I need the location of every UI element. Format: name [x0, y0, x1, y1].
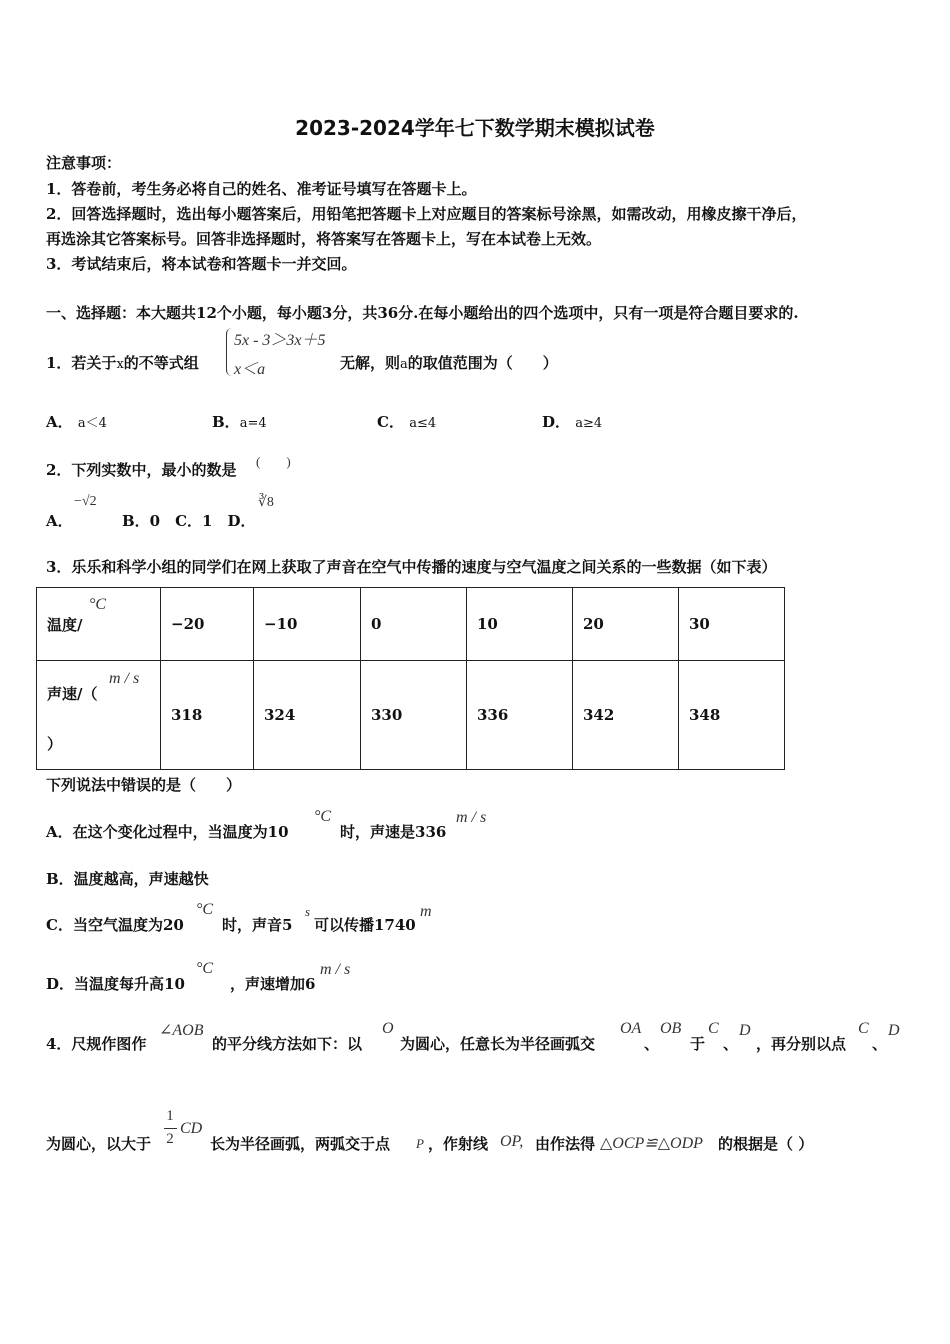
page-title: 2023-2024学年七下数学期末模拟试卷 [295, 116, 655, 140]
q3-option-c-unit1: °C [196, 901, 214, 918]
table-row [37, 588, 785, 661]
q4-point-c2: C [858, 1020, 869, 1037]
q4-text-9: 由作法得 [535, 1135, 596, 1153]
q4-text-4: 于 [690, 1035, 706, 1053]
q4-ray-op: OP, [500, 1133, 524, 1150]
q4-text-7: 长为半径画弧，两弧交于点 [210, 1135, 391, 1153]
q3-option-d-text2: ，声速增加6 [230, 975, 316, 993]
fraction-bar [164, 1128, 177, 1129]
q4-text-3: 为圆心，任意长为半径画弧交 [400, 1035, 596, 1053]
q2-option-a-label: A． [46, 512, 73, 530]
q3-question: 下列说法中错误的是（ ） [46, 776, 242, 794]
q3-option-c-unit3: m [420, 903, 432, 920]
q4-point-d: D [739, 1022, 751, 1039]
q3-option-d-unit2: m / s [320, 961, 351, 978]
q4-point-p: P [416, 1136, 424, 1151]
table-cell: 348 [679, 661, 785, 770]
section-heading: 一、选择题：本大题共12个小题，每小题3分，共36分.在每小题给出的四个选项中，只有一项是符合题目要求的. [46, 304, 799, 322]
table-header-cell: 温度/ °C [37, 588, 161, 661]
notice-item: 2．回答选择题时，选出每小题答案后，用铅笔把答题卡上对应题目的答案标号涂黑，如需改动，用橡皮擦干净后， [46, 205, 807, 223]
q1-stem: 1．若关于x的不等式组 [46, 354, 199, 372]
q4-congruence: △OCP≌△ODP [600, 1135, 703, 1152]
q4-text-8: ，作射线 [428, 1135, 489, 1153]
q4-text-1: 4．尺规作图作 [46, 1035, 147, 1053]
q3-option-d-unit1: °C [196, 960, 214, 977]
table-cell: 342 [573, 661, 679, 770]
q2-paren: ( ) [256, 454, 291, 469]
q3-option-a-unit1: °C [314, 808, 332, 825]
q3-option-c: C．当空气温度为20 [46, 916, 184, 934]
q4-segment-cd: CD [180, 1120, 203, 1137]
table-cell: 20 [573, 588, 679, 661]
q4-point-d2: D [888, 1022, 900, 1039]
q1-option-b: B．a=4 [212, 413, 267, 431]
q2-options-bcd: B．0 C．1 D． [122, 512, 256, 530]
q4-sep-3: 、 [872, 1035, 888, 1053]
table-cell: 318 [161, 661, 254, 770]
table-cell: 330 [361, 661, 467, 770]
q4-text-5: ，再分别以点 [756, 1035, 847, 1053]
q1-option-a: A． a＜4 [46, 413, 107, 431]
table-row [37, 661, 785, 770]
notice-item: 3．考试结束后，将本试卷和答题卡一并交回。 [46, 255, 357, 273]
notice-item: 再选涂其它答案标号。回答非选择题时，将答案写在答题卡上，写在本试卷上无效。 [46, 230, 602, 248]
q3-option-d: D．当温度每升高10 [46, 975, 185, 993]
q4-text-2: 的平分线方法如下：以 [212, 1035, 363, 1053]
q4-text-10: 的根据是（ ） [718, 1135, 814, 1153]
q4-fraction-numerator: 1 [166, 1108, 174, 1124]
q1-option-d: D． a≥4 [542, 413, 603, 431]
q3-option-a-text2: 时，声速是336 [340, 823, 447, 841]
q3-option-c-text3: 可以传播1740 [314, 916, 416, 934]
q1-inequality-2: x＜a [234, 361, 266, 378]
table-cell: 336 [467, 661, 573, 770]
table-cell: 0 [361, 588, 467, 661]
q4-sep-2: 、 [723, 1035, 739, 1053]
q3-stem: 3．乐乐和科学小组的同学们在网上获取了声音在空气中传播的速度与空气温度之间关系的一些数据（如下表） [46, 558, 777, 576]
q4-fraction-denominator: 2 [166, 1131, 174, 1147]
q4-text-6: 为圆心，以大于 [46, 1135, 152, 1153]
notice-item: 1．答卷前，考生务必将自己的姓名、准考证号填写在答题卡上。 [46, 180, 477, 198]
q1-inequality-1: 5x - 3＞3x＋5 [234, 332, 326, 349]
q4-sep-1: 、 [644, 1035, 660, 1053]
data-table [36, 587, 785, 770]
q4-angle: ∠AOB [159, 1022, 204, 1039]
q3-option-c-unit2: s [305, 904, 311, 919]
q4-point-o: O [382, 1020, 394, 1037]
q4-ray-oa: OA [620, 1020, 642, 1037]
q4-ray-ob: OB [660, 1020, 682, 1037]
q2-stem: 2．下列实数中，最小的数是 [46, 461, 237, 479]
table-cell: 324 [254, 661, 361, 770]
table-cell: 10 [467, 588, 573, 661]
brace-icon [226, 328, 233, 376]
table-cell: 30 [679, 588, 785, 661]
q3-option-a-unit2: m / s [456, 809, 487, 826]
table-cell: −20 [161, 588, 254, 661]
q1-stem-end: 无解，则a的取值范围为（ ） [340, 354, 558, 372]
q2-option-a-value: −√2 [74, 494, 97, 509]
q3-option-b: B．温度越高，声速越快 [46, 870, 209, 888]
q4-point-c: C [708, 1020, 719, 1037]
notice-heading: 注意事项： [46, 154, 122, 172]
q3-option-c-text2: 时，声音5 [222, 916, 293, 934]
q2-option-d-value: ∛8 [258, 495, 274, 510]
q3-option-a: A．在这个变化过程中，当温度为10 [46, 823, 289, 841]
table-header-cell: 声速/（ m / s ） [37, 661, 161, 770]
q1-option-c: C． a≤4 [377, 413, 437, 431]
table-cell: −10 [254, 588, 361, 661]
